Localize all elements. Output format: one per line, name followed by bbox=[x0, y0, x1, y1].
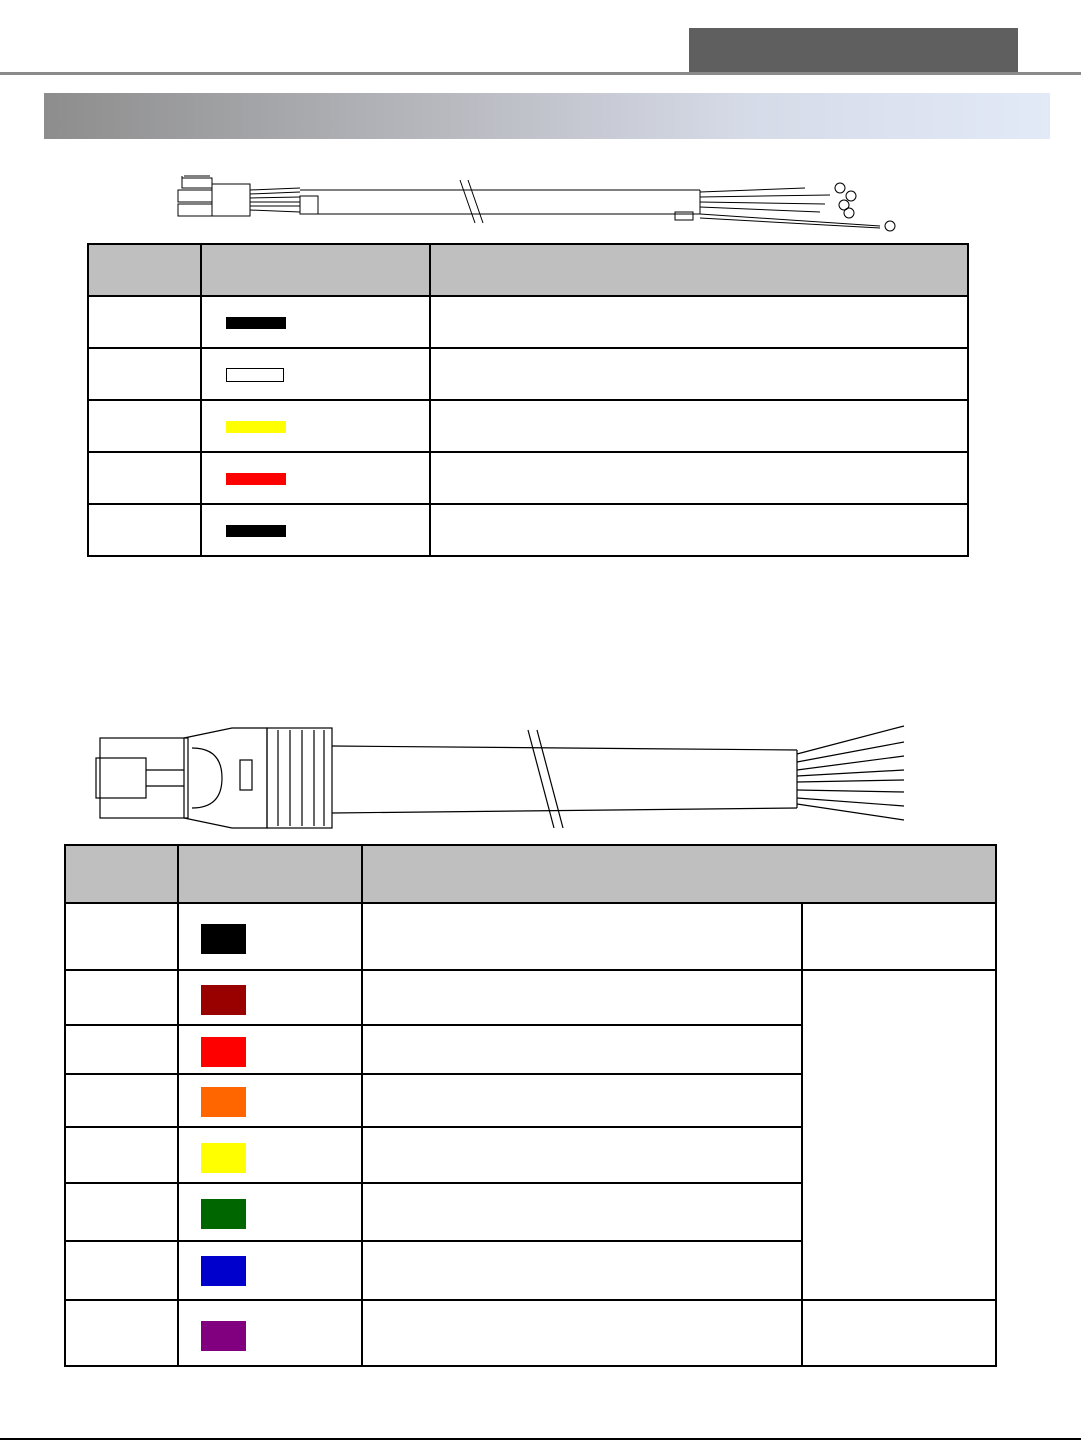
wire-color-swatch bbox=[201, 1321, 246, 1351]
section-title-bar bbox=[44, 93, 1050, 139]
wire-color-swatch bbox=[201, 1087, 246, 1117]
table-row bbox=[88, 452, 968, 504]
pin-cell bbox=[65, 1025, 178, 1074]
pin-cell bbox=[88, 400, 201, 452]
table-header-row bbox=[88, 244, 968, 296]
wire-color-swatch bbox=[201, 1143, 246, 1173]
description-cell bbox=[362, 970, 802, 1025]
wire-color-swatch bbox=[201, 924, 246, 954]
wire-color-swatch bbox=[226, 368, 284, 382]
pin-cell bbox=[65, 1127, 178, 1183]
column-header bbox=[201, 244, 430, 296]
wire-color-swatch bbox=[226, 317, 286, 329]
footer-rule bbox=[0, 1438, 1081, 1440]
table-row bbox=[65, 970, 996, 1025]
description-cell bbox=[362, 903, 802, 970]
pin-cell bbox=[88, 504, 201, 556]
description-cell bbox=[430, 504, 968, 556]
wire-color-cell bbox=[201, 348, 430, 400]
column-header bbox=[362, 845, 996, 903]
wire-color-cell bbox=[201, 296, 430, 348]
description-cell bbox=[362, 1183, 802, 1241]
wire-color-cell bbox=[201, 452, 430, 504]
pin-cell bbox=[65, 903, 178, 970]
table-row bbox=[88, 296, 968, 348]
wire-color-swatch bbox=[201, 985, 246, 1015]
table-header-row bbox=[65, 845, 996, 903]
wire-color-swatch bbox=[226, 473, 286, 485]
wire-color-swatch bbox=[226, 525, 286, 537]
rj45-cable-diagram bbox=[92, 718, 912, 843]
group-note-cell bbox=[802, 903, 996, 970]
pin-cell bbox=[65, 970, 178, 1025]
column-header bbox=[88, 244, 201, 296]
description-cell bbox=[430, 452, 968, 504]
group-note-cell bbox=[802, 1300, 996, 1366]
description-cell bbox=[362, 1074, 802, 1127]
wire-color-swatch bbox=[201, 1199, 246, 1229]
wire-color-cell bbox=[178, 1025, 362, 1074]
description-cell bbox=[362, 1241, 802, 1300]
table-row bbox=[88, 348, 968, 400]
column-header bbox=[178, 845, 362, 903]
wire-color-cell bbox=[178, 1241, 362, 1300]
table-row bbox=[88, 504, 968, 556]
wire-color-cell bbox=[201, 504, 430, 556]
wire-color-cell bbox=[178, 1127, 362, 1183]
wire-color-swatch bbox=[226, 421, 286, 433]
description-cell bbox=[362, 1127, 802, 1183]
data-cable-table bbox=[64, 844, 997, 1367]
description-cell bbox=[430, 296, 968, 348]
pin-cell bbox=[65, 1183, 178, 1241]
table-row bbox=[65, 1300, 996, 1366]
pin-cell bbox=[65, 1074, 178, 1127]
header-tab bbox=[689, 28, 1018, 74]
description-cell bbox=[362, 1300, 802, 1366]
power-cable-diagram bbox=[170, 168, 910, 238]
header-rule bbox=[0, 72, 1081, 75]
table-row bbox=[88, 400, 968, 452]
wire-color-cell bbox=[178, 970, 362, 1025]
pin-cell bbox=[88, 296, 201, 348]
wire-color-cell bbox=[178, 1074, 362, 1127]
wire-color-cell bbox=[178, 903, 362, 970]
wire-color-swatch bbox=[201, 1256, 246, 1286]
wire-color-swatch bbox=[201, 1037, 246, 1067]
pin-cell bbox=[88, 452, 201, 504]
pin-cell bbox=[88, 348, 201, 400]
table-row bbox=[65, 903, 996, 970]
column-header bbox=[430, 244, 968, 296]
pin-cell bbox=[65, 1241, 178, 1300]
wire-color-cell bbox=[178, 1300, 362, 1366]
description-cell bbox=[362, 1025, 802, 1074]
description-cell bbox=[430, 400, 968, 452]
wire-color-cell bbox=[201, 400, 430, 452]
group-note-cell bbox=[802, 970, 996, 1300]
power-cable-table bbox=[87, 243, 969, 557]
column-header bbox=[65, 845, 178, 903]
description-cell bbox=[430, 348, 968, 400]
wire-color-cell bbox=[178, 1183, 362, 1241]
pin-cell bbox=[65, 1300, 178, 1366]
